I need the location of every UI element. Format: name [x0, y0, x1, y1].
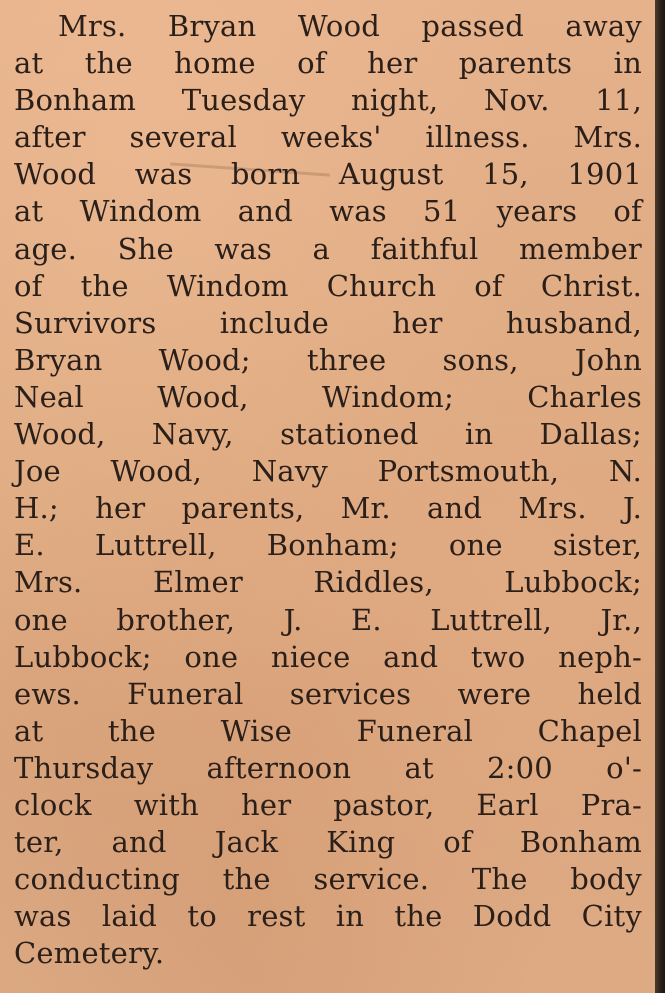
text-line: ews. Funeral services were held — [14, 676, 642, 711]
text-line: at the Wise Funeral Chapel — [14, 713, 642, 748]
text-line: one brother, J. E. Luttrell, Jr., — [14, 602, 642, 637]
text-line: Wood was born August 15, 1901 — [14, 157, 642, 192]
text-line: H.; her parents, Mr. and Mrs. J. — [14, 491, 642, 526]
obituary-text — [14, 8, 642, 972]
text-line: clock with her pastor, Earl Pra- — [14, 787, 642, 822]
text-line: Joe Wood, Navy Portsmouth, N. — [14, 454, 642, 489]
text-line: conducting the service. The body — [14, 862, 642, 897]
text-line: Survivors include her husband, — [14, 305, 642, 340]
text-line: Lubbock; one niece and two neph- — [14, 639, 642, 674]
text-line: after several weeks' illness. Mrs. — [14, 120, 642, 155]
text-line: Mrs. Elmer Riddles, Lubbock; — [14, 565, 642, 600]
text-line: Neal Wood, Windom; Charles — [14, 379, 642, 414]
text-line: Thursday afternoon at 2:00 o'- — [14, 750, 642, 785]
scan-edge-shadow — [655, 0, 665, 993]
text-line: ter, and Jack King of Bonham — [14, 825, 642, 860]
text-line: Cemetery. — [14, 936, 165, 971]
text-line: E. Luttrell, Bonham; one sister, — [14, 528, 642, 563]
text-line: at Windom and was 51 years of — [14, 194, 642, 229]
text-line: at the home of her parents in — [14, 46, 642, 81]
text-line: age. She was a faithful member — [14, 231, 642, 266]
text-line: Bonham Tuesday night, Nov. 11, — [14, 83, 642, 118]
text-line: was laid to rest in the Dodd City — [14, 899, 642, 934]
text-line: Bryan Wood; three sons, John — [14, 342, 642, 377]
text-line: of the Windom Church of Christ. — [14, 268, 642, 303]
text-line: Wood, Navy, stationed in Dallas; — [14, 417, 642, 452]
text-line: Mrs. Bryan Wood passed away — [58, 9, 642, 43]
